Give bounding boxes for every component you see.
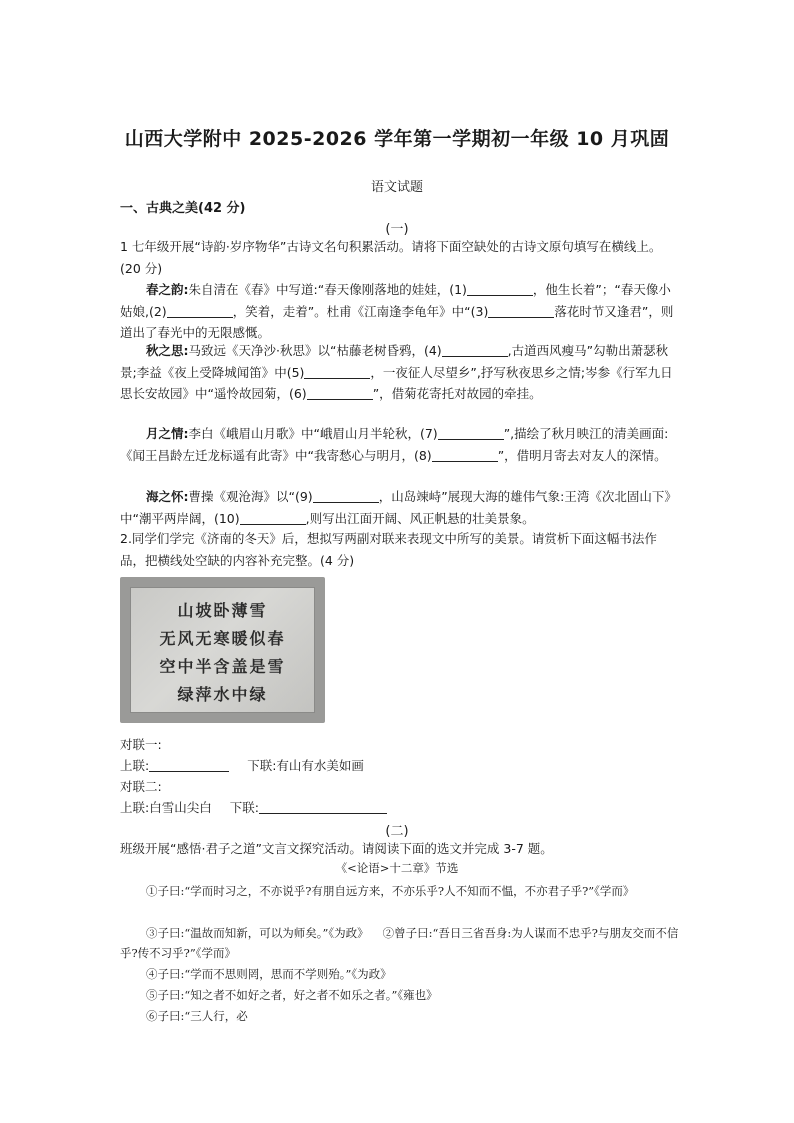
sea-text-c: ,则写出江面开阔、风正帆悬的壮美景象。 xyxy=(305,510,535,526)
question-1-moon xyxy=(120,423,676,466)
question-2-text: 2.同学们学完《济南的冬天》后，想拟写两副对联来表现文中所写的美景。请赏析下面这幅书法作品，把横线处空缺的内容补充完整。(4 分) xyxy=(120,531,657,568)
classic-title: 《<论语>十二章》节选 xyxy=(335,861,459,875)
answer-blank-5[interactable] xyxy=(304,364,370,379)
spring-text-d: 落花时节又逢君”，则道出了春光中的无限感慨。 xyxy=(120,303,674,340)
classic-item-2 xyxy=(120,923,680,963)
answer-blank-4[interactable] xyxy=(442,342,508,357)
sea-text-b: ，山岛竦峙”展现大海的雄伟气象:王湾《次北固山下》中“潮平两岸阔，(10) xyxy=(120,489,671,526)
moon-text-b: ”,描绘了秋月映江的清美画面:《闻王昌龄左迁龙标遥有此寄》中“我寄愁心与明月，(8) xyxy=(120,426,669,463)
calligraphy-line-4: 绿萍水中绿 xyxy=(177,685,268,704)
classic-item-5: ⑤子曰:“知之者不如好之者，好之者不如乐之者。”《雍也》 xyxy=(146,988,438,1002)
question-1-autumn xyxy=(120,340,676,405)
sea-lead: 海之怀: xyxy=(146,489,189,504)
calligraphy-image xyxy=(120,577,325,723)
classic-item-1: ①子曰:“学而时习之，不亦说乎?有朋自远方来，不亦乐乎?人不知而不愠，不亦君子乎?”《学而》 xyxy=(146,884,635,898)
couplet-2-label: 对联二: xyxy=(120,779,162,794)
classic-item-6: ⑥子曰:“三人行，必 xyxy=(146,1009,248,1023)
sea-text-a: 曹操《观沧海》以“(9) xyxy=(188,489,313,504)
spring-text-b: ，他生长着”；“春天像小姑娘,(2) xyxy=(120,282,671,319)
answer-blank-2[interactable] xyxy=(167,303,233,318)
question-1-spring xyxy=(120,279,676,344)
answer-blank-1[interactable] xyxy=(467,281,533,296)
answer-blank-3[interactable] xyxy=(488,303,554,318)
answer-blank-10[interactable] xyxy=(240,510,306,525)
part-label-2: (二) xyxy=(385,824,409,839)
answer-blank-6[interactable] xyxy=(307,385,373,400)
spring-text-c: ，笑着，走着”。杜甫《江南逢李龟年》中“(3) xyxy=(232,303,489,319)
page-subtitle: 语文试题 xyxy=(370,180,423,195)
autumn-text-b: ,古道西风瘦马”勾勒出萧瑟秋景;李益《夜上受降城闻笛》中(5) xyxy=(120,343,669,380)
calligraphy-line-1: 山坡卧薄雪 xyxy=(177,601,268,620)
couplet-2-lower-blank[interactable] xyxy=(259,799,387,814)
classic-item-2-text: ②曾子曰:“吾日三省吾身:为人谋而不忠乎?与朋友交而不信乎?传不习乎?”《学而》 xyxy=(120,926,679,960)
question-1-intro: 1 七年级开展“诗韵·岁序物华”古诗文名句积累活动。请将下面空缺处的古诗文原句填写在横线上。(20 分) xyxy=(120,239,662,276)
autumn-text-a: 马致远《天净沙·秋思》以“枯藤老树昏鸦，(4) xyxy=(188,343,442,358)
question-1-sea xyxy=(120,486,676,529)
calligraphy-line-2: 无风无寒暖似春 xyxy=(159,629,286,648)
moon-lead: 月之情: xyxy=(146,426,189,441)
couplet-1-upper-blank[interactable] xyxy=(149,757,229,772)
answer-blank-7[interactable] xyxy=(438,425,504,440)
couplet-1-lower: 下联:有山有水美如画 xyxy=(247,758,364,773)
couplet-1-row xyxy=(120,755,364,776)
question-3-intro: 班级开展“感悟·君子之道”文言文探究活动。请阅读下面的选文并完成 3-7 题。 xyxy=(120,841,553,856)
spring-text-a: 朱自清在《春》中写道:“春天像刚落地的娃娃，(1) xyxy=(188,282,467,297)
calligraphy-paper xyxy=(130,587,315,713)
section-heading: 一、古典之美(42 分) xyxy=(120,201,246,216)
classic-item-4: ④子曰:“学而不思则罔，思而不学则殆。”《为政》 xyxy=(146,967,392,981)
autumn-text-d: ”，借菊花寄托对故园的牵挂。 xyxy=(372,386,542,401)
couplet-1-upper: 上联: xyxy=(120,758,150,773)
moon-text-a: 李白《峨眉山月歌》中“峨眉山月半轮秋，(7) xyxy=(188,426,438,441)
calligraphy-line-3: 空中半含盖是雪 xyxy=(159,657,286,676)
part-label-1: (一) xyxy=(385,222,409,237)
couplet-2-row xyxy=(120,797,387,818)
moon-text-c: ”，借明月寄去对友人的深情。 xyxy=(497,447,667,463)
couplet-2-upper: 上联:白雪山尖白 xyxy=(120,800,212,815)
spring-lead: 春之韵: xyxy=(146,282,189,297)
autumn-lead: 秋之思: xyxy=(146,343,189,358)
classic-item-3-text: ③子曰:“温故而知新，可以为师矣。”《为政》 xyxy=(146,926,369,940)
page-title: 山西大学附中 2025-2026 学年第一学期初一年级 10 月巩固 xyxy=(124,128,670,150)
autumn-text-c: ，一夜征人尽望乡”,抒写秋夜思乡之情;岑参《行军九日思长安故园》中“遥怜故园菊，(6) xyxy=(120,364,673,401)
couplet-1-label: 对联一: xyxy=(120,737,162,752)
couplet-2-lower: 下联: xyxy=(229,800,259,815)
answer-blank-9[interactable] xyxy=(313,488,379,503)
answer-blank-8[interactable] xyxy=(432,447,498,462)
